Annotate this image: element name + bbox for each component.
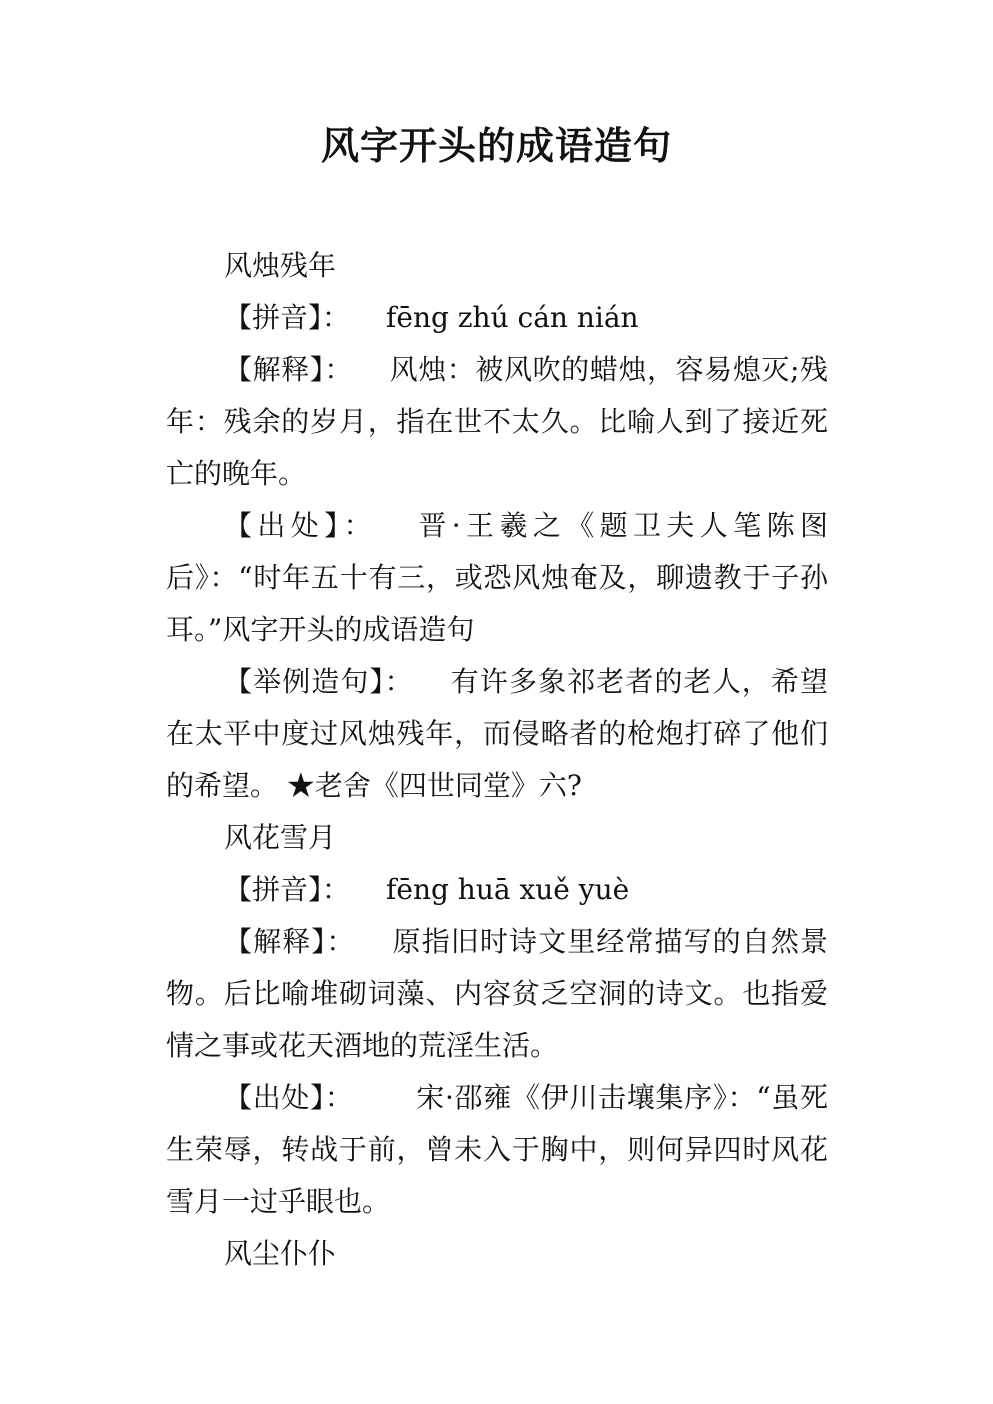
pinyin-label: 【拼音】： <box>224 873 351 906</box>
pinyin-label: 【拼音】： <box>224 301 351 334</box>
document-body <box>166 240 828 1280</box>
pinyin-text: fēng huā xuě yuè <box>386 873 630 906</box>
example-line <box>166 656 828 812</box>
idiom-heading: 风烛残年 <box>224 249 337 282</box>
idiom-heading: 风尘仆仆 <box>224 1237 337 1270</box>
explain-text: 风烛：被风吹的蜡烛，容易熄灭;残年：残余的岁月，指在世不太久。比喻人到了接近死亡的晚年。 <box>166 353 828 490</box>
explain-line <box>166 916 828 1072</box>
source-label: 【出处】： <box>224 509 377 542</box>
source-text: 晋·王羲之《题卫夫人笔陈图后》：“时年五十有三，或恐风烛奄及，聊遗教于子孙耳。”风字开头的成语造句 <box>166 509 828 646</box>
pinyin-line <box>166 292 828 344</box>
explain-label: 【解释】： <box>224 925 356 958</box>
page-title: 风字开头的成语造句 <box>320 124 672 168</box>
idiom-heading: 风花雪月 <box>224 821 337 854</box>
source-line <box>166 1072 828 1228</box>
explain-text: 原指旧时诗文里经常描写的自然景物。后比喻堆砌词藻、内容贫乏空洞的诗文。也指爱情之事或花天酒地的荒淫生活。 <box>166 925 828 1062</box>
source-text: 宋·邵雍《伊川击壤集序》：“虽死生荣辱，转战于前，曾未入于胸中，则何异四时风花雪月一过乎眼也。 <box>166 1081 828 1218</box>
source-line <box>166 500 828 656</box>
source-label: 【出处】： <box>224 1081 354 1114</box>
explain-label: 【解释】： <box>224 353 353 386</box>
example-label: 【举例造句】： <box>224 665 414 698</box>
pinyin-line <box>166 864 828 916</box>
explain-line <box>166 344 828 500</box>
pinyin-text: fēng zhú cán nián <box>386 301 639 334</box>
example-text: 有许多象祁老者的老人，希望在太平中度过风烛残年，而侵略者的枪炮打碎了他们的希望。 ★老舍《四世同堂》六? <box>166 665 828 802</box>
